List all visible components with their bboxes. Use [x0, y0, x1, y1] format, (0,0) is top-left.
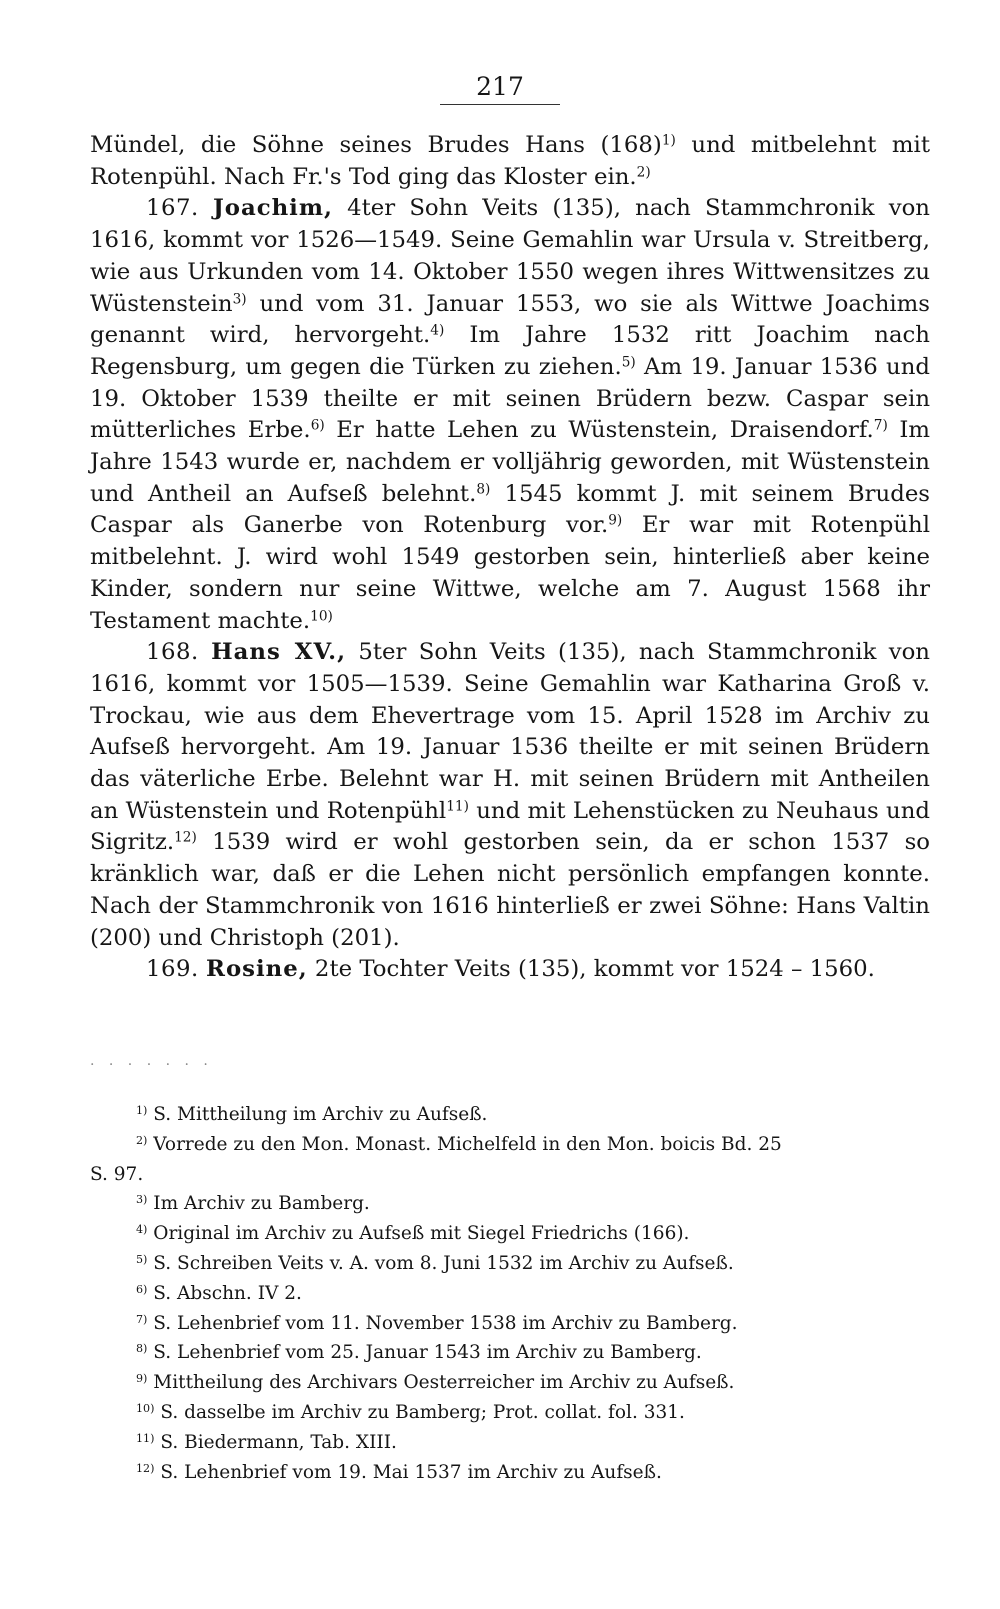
entry-text: Am 19. Januar 1536 und 19. Oktober 1539 theilte er mit seinen Brüdern bezw. Caspar sein mütterliches Erbe. [90, 353, 930, 444]
footnote-text: S. Abschn. IV 2. [147, 1282, 302, 1304]
entry-number: 167. [146, 195, 199, 222]
footnote-text: Mittheilung des Archivars Oesterreicher im Archiv zu Aufseß. [147, 1372, 735, 1394]
footnote-ref: 3) [232, 291, 247, 307]
entry-text: 5ter Sohn Veits (135), nach Stammchronik von 1616, kommt vor 1505—1539. Seine Gemahlin war Katharina Groß v. Trockau, wie aus dem Ehevertrage vom 15. April 1528 im Archiv zu Aufseß hervorgeht. Am 19. Januar 1536 theilte er mit seinen Brüdern das väterliche Erbe. Belehnt war H. mit seinen Brüdern mit Antheilen an Wüstenstein und Rotenpühl [90, 639, 930, 824]
page-number: 217 [440, 72, 560, 105]
footnote [90, 1219, 930, 1249]
footnote-text: S. Lehenbrief vom 11. November 1538 im Archiv zu Bamberg. [147, 1312, 738, 1334]
footnote-text: Vorrede zu den Mon. Monast. Michelfeld in den Mon. boicis Bd. 25 [147, 1133, 782, 1155]
p1-text-a: Mündel, die Söhne seines Brudes Hans (168) [90, 132, 662, 158]
entry-text: Im Jahre 1532 ritt Joachim nach Regensburg, um gegen die Türken zu ziehen. [90, 322, 930, 380]
footnote-ref: 2) [636, 164, 651, 181]
footnotes [90, 1100, 930, 1487]
footnote-text: S. Schreiben Veits v. A. vom 8. Juni 1532 im Archiv zu Aufseß. [147, 1252, 734, 1274]
entry-text: 4ter Sohn Veits (135), nach Stammchronik von 1616, kommt vor 1526—1549. Seine Gemahlin war Ursula v. Streitberg, wie aus Urkunden vom 14. Oktober 1550 wegen ihres Wittwensitzes zu Wüstenstein [90, 195, 930, 317]
entry-text: 2te Tochter Veits (135), kommt vor 1524 – 1560. [307, 956, 875, 983]
footnote [90, 1368, 930, 1398]
footnote-mark: 10) [136, 1401, 155, 1415]
p1-text-b: und mitbelehnt mit Rotenpühl. Nach Fr.'s Tod ging das Kloster ein. [90, 132, 930, 190]
footnote-mark: 6) [136, 1282, 148, 1296]
paragraph-continuation [90, 130, 930, 193]
entry-text: und mit Lehenstücken zu Neuhaus und Sigritz. [90, 797, 930, 856]
entry-number: 169. [146, 956, 199, 983]
footnote-text: S. Biedermann, Tab. XIII. [154, 1431, 397, 1453]
footnote-continuation: S. 97. [90, 1163, 144, 1185]
footnote-mark: 4) [136, 1223, 148, 1237]
footnote [90, 1100, 930, 1130]
entry-167 [90, 193, 930, 637]
entry-169 [90, 954, 930, 986]
footnote-mark: 12) [136, 1461, 155, 1475]
footnote [90, 1338, 930, 1368]
footnote-mark: 7) [136, 1312, 148, 1326]
footnote-mark: 8) [136, 1342, 148, 1356]
footnote-ref: 12) [174, 829, 197, 846]
footnote-ref: 1) [661, 132, 676, 149]
entry-number: 168. [146, 639, 199, 666]
footnote-ref: 4) [430, 322, 445, 339]
entry-name: Rosine, [206, 956, 308, 983]
footnote-mark: 11) [136, 1431, 155, 1445]
footnote-text: S. dasselbe im Archiv zu Bamberg; Prot. collat. fol. 331. [154, 1401, 685, 1423]
section-separator: . . . . . . . [90, 1053, 213, 1069]
footnote-text: Original im Archiv zu Aufseß mit Siegel Friedrichs (166). [147, 1223, 690, 1245]
footnote-ref: 5) [621, 354, 636, 371]
footnote-ref: 9) [608, 512, 623, 529]
entry-168 [90, 637, 930, 954]
footnote-text: Im Archiv zu Bamberg. [147, 1193, 370, 1215]
footnote-ref: 7) [873, 417, 888, 434]
entry-name: Hans XV., [211, 639, 347, 666]
footnote-ref: 8) [476, 481, 491, 498]
footnote-mark: 3) [136, 1193, 148, 1207]
entry-text: 1545 kommt J. mit seinem Brudes Caspar als Ganerbe von Rotenburg vor. [90, 480, 931, 539]
footnote-text: S. Mittheilung im Archiv zu Aufseß. [147, 1104, 488, 1125]
entry-text: und vom 31. Januar 1553, wo sie als Wittwe Joachims genannt wird, hervorgeht. [90, 290, 930, 349]
entry-text: Er war mit Rotenpühl mitbelehnt. J. wird wohl 1549 gestorben sein, hinterließ aber keine Kinder, sondern nur seine Wittwe, welche am 7. August 1568 ihr Testament machte. [90, 512, 930, 634]
footnote-mark: 5) [136, 1252, 148, 1266]
footnote-mark: 9) [136, 1372, 148, 1386]
entry-text: Er hatte Lehen zu Wüstenstein, Draisendorf. [324, 417, 874, 444]
footnote-text: S. Lehenbrief vom 19. Mai 1537 im Archiv zu Aufseß. [154, 1461, 662, 1483]
footnote [90, 1398, 930, 1428]
footnote-ref: 10) [310, 608, 333, 625]
footnote [90, 1249, 930, 1279]
footnote [90, 1458, 930, 1488]
footnote-ref: 11) [446, 798, 469, 815]
footnote-mark: 2) [136, 1133, 148, 1147]
entry-text: 1539 wird er wohl gestorben sein, da er schon 1537 so kränklich war, daß er die Lehen nicht persönlich empfangen konnte. Nach der Stammchronik von 1616 hinterließ er zwei Söhne: Hans Valtin (200) und Christoph (201). [90, 829, 930, 951]
main-text [90, 130, 930, 986]
footnote [90, 1428, 930, 1458]
footnote-text: S. Lehenbrief vom 25. Januar 1543 im Archiv zu Bamberg. [147, 1342, 702, 1364]
footnote [90, 1279, 930, 1309]
entry-name: Joachim, [212, 195, 333, 222]
entry-text: Im Jahre 1543 wurde er, nachdem er volljährig geworden, mit Wüstenstein und Antheil an Aufseß belehnt. [90, 417, 931, 507]
footnote [90, 1309, 930, 1339]
footnote-ref: 6) [310, 417, 325, 434]
footnote-mark: 1) [136, 1103, 148, 1117]
footnote [90, 1130, 930, 1160]
footnote [90, 1189, 930, 1219]
